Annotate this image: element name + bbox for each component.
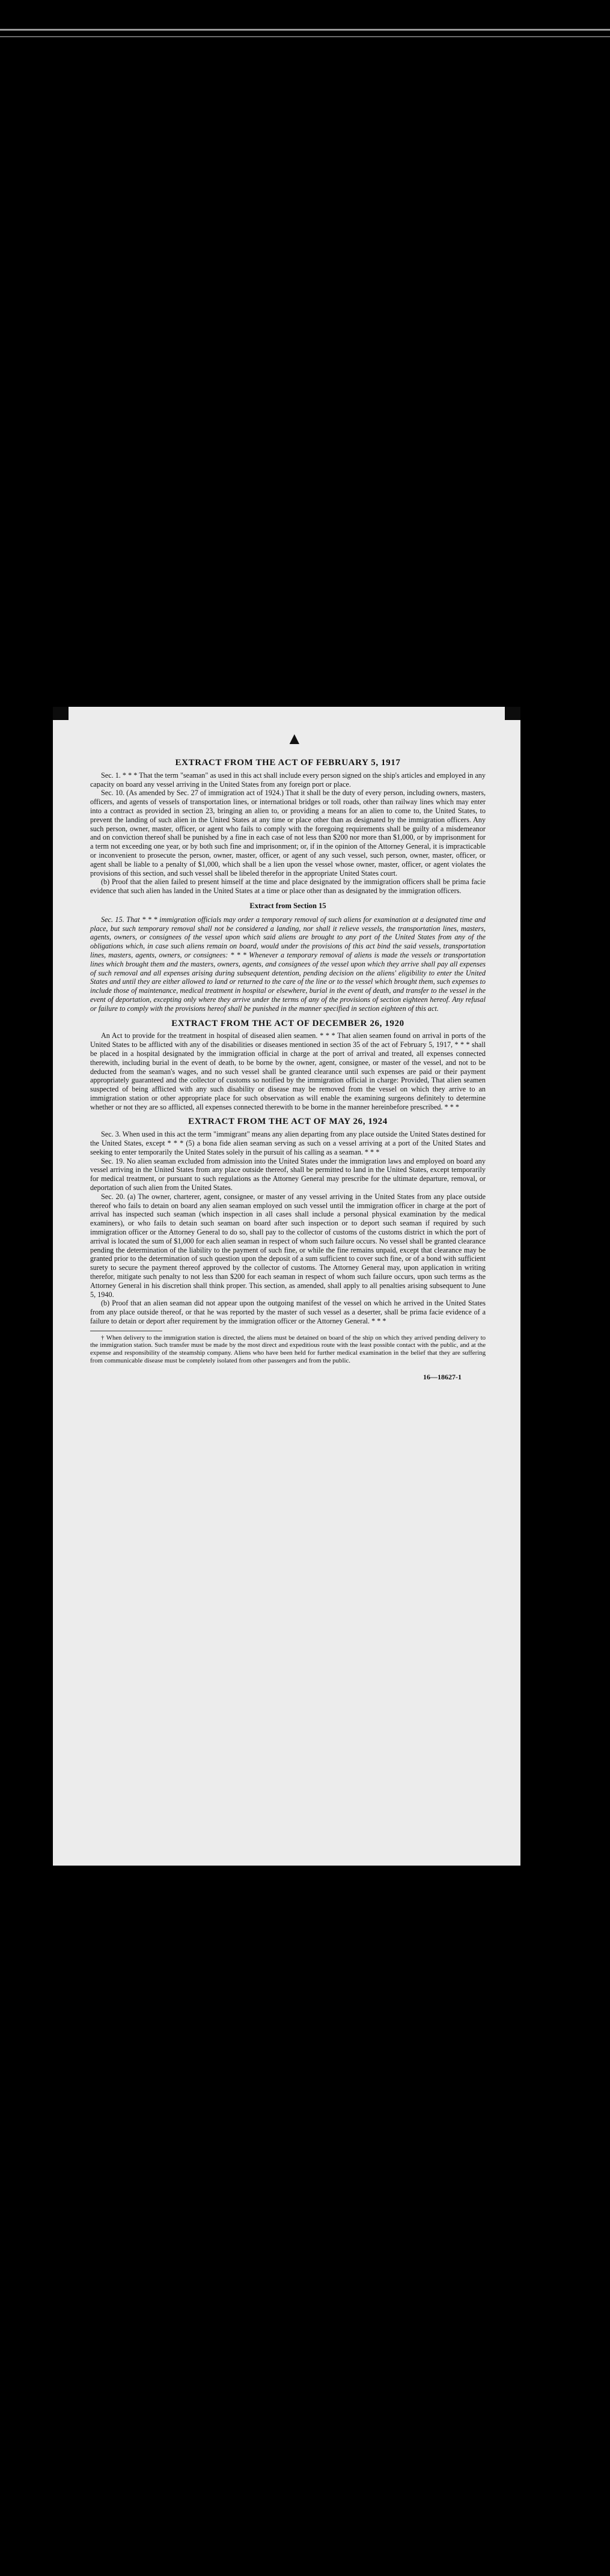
section-20-text: Sec. 20. (a) The owner, charterer, agent, consignee, or master of any vessel arriving in the United States from any place outside thereof who fails to detain on board any alien seaman employed on such vessel until the immigration officer in charge at the port of arrival has inspected such seaman (which inspection in all cases shall include a personal physical examination by the medical examiners), or who fails to detain such seaman on board after such inspection or to deport such seaman if required by such immigration officer or the Attorney General to do so, shall pay to the collector of customs of the customs district in which the port of arrival is located the sum of $1,000 for each alien seaman in respect of whom such failure occurs. No vessel shall be granted clearance pending the determination of the liability to the payment of such fine, or while the fine remains unpaid, except that clearance may be granted prior to the determination of such question upon the deposit of a sum sufficient to cover such fine, or of a bond with sufficient surety to secure the payment thereof approved by the collector of customs. The Attorney General may, upon application in writing therefor, mitigate such penalty to not less than $200 for each seaman in respect of whom such failure occurs, upon such terms as the Attorney General in his discretion shall think proper. This section, as amended, shall apply to all penalties arising subsequent to June 5, 1940. (90, 1192, 486, 1299)
subtitle-section-15: Extract from Section 15 (249, 901, 326, 910)
section-1-text: Sec. 1. * * * That the term "seaman" as used in this act shall include every person signed on the ship's articles and employed in any capacity on board any vessel arriving in the United States from any foreign port or place. (90, 771, 486, 789)
document-code: 16—18627-1 (423, 1373, 462, 1382)
title-act-1924: EXTRACT FROM THE ACT OF MAY 26, 1924 (188, 1117, 388, 1127)
film-header-line (0, 29, 610, 31)
section-3-text: Sec. 3. When used in this act the term "immigrant" means any alien departing from any place outside the United States destined for the United States, except * * * (5) a bona fide alien seaman serving as such on a vessel arriving at a port of the United States and seeking to enter temporarily the United States solely in the pursuit of his calling as a seaman. * * * (90, 1130, 486, 1156)
corner-mark-right (505, 707, 520, 720)
corner-mark-left (53, 707, 69, 720)
section-10-text: Sec. 10. (As amended by Sec. 27 of immigration act of 1924.) That it shall be the duty of every person, including owners, masters, officers, and agents of vessels of transportation lines, or international bridges or toll roads, other than railway lines which may enter into a contract as provided in section 23, bringing an alien to, or providing a means for an alien to come to, the United States, to prevent the landing of such alien in the United States at any time or place other than as designated by the immigration officers. Any such person, owner, master, officer, or agent who fails to comply with the foregoing requirements shall be guilty of a misdemeanor and on conviction thereof shall be punished by a fine in each case of not less than $200 nor more than $1,000, or by imprisonment for a term not exceeding one year, or by both such fine and imprisonment; or, if in the opinion of the Attorney General, it is impracticable or inconvenient to prosecute the person, owner, master, officer, or agent of any such vessel, such person, owner, master, officer, or agent shall be liable to a penalty of $1,000, which shall be a lien upon the vessel whose owner, master, officer, or agent violates the provisions of this section, and such vessel shall be libeled therefor in the appropriate United States court. (90, 789, 486, 877)
punch-mark-icon: ▲ (286, 730, 303, 748)
act-1920-text: An Act to provide for the treatment in hospital of diseased alien seamen. * * * That alien seamen found on arrival in ports of the United States to be afflicted with any of the disabilities or diseases mentioned in section 35 of the act of February 5, 1917, * * * shall be placed in a hospital designated by the immigration official in charge at the port of arrival and treated, all expenses connected therewith, including burial in the event of death, to be borne by the owner, agent, consignee, or master of the vessel, and not to be deducted from the seaman's wages, and no such vessel shall be granted clearance until such expenses are paid or their payment appropriately guaranteed and the collector of customs so notified by the immigration official in charge: Provided, That alien seamen suspected of being afflicted with any such disability or disease may be removed from the vessel on which they arrive to an immigration station or other appropriate place for such observation as will enable the examining surgeons definitely to determine whether or not they are so afflicted, all expenses connected therewith to be borne in the manner hereinbefore prescribed. * * * (90, 1031, 486, 1111)
section-20b-text: (b) Proof that an alien seaman did not appear upon the outgoing manifest of the vessel on which he arrived in the United States from any place outside thereof, or that he was reported by the master of such vessel as a deserter, shall be prima facie evidence of a failure to detain or deport after requirement by the immigration officer or the Attorney General. * * * (90, 1299, 486, 1326)
title-act-1920: EXTRACT FROM THE ACT OF DECEMBER 26, 1920 (171, 1018, 404, 1028)
section-15-text: Sec. 15. That * * * immigration officials may order a temporary removal of such aliens for examination at a designated time and place, but such temporary removal shall not be considered a landing, nor shall it relieve vessels, the transportation lines, masters, agents, owners, or consignees of the vessel upon which said aliens are brought to any port of the United States from any of the obligations which, in case such aliens remain on board, would under the provisions of this act bind the said vessels, transportation lines, masters, agents, owners, or consignees: * * * Whenever a temporary removal of aliens is made the vessels or transportation lines which brought them and the masters, owners, agents, and consignees of the vessel upon which they arrive shall pay all expenses of such removal and all expenses arising during subsequent detention, pending decision on the aliens' eligibility to enter the United States and until they are either allowed to land or returned to the care of the line or to the vessel which brought them, such expenses to include those of maintenance, medical treatment in hospital or elsewhere, burial in the event of death, and transfer to the vessel in the event of deportation, excepting only where they arrive under the terms of any of the provisions of section eighteen hereof. Any refusal or failure to comply with the provisions hereof shall be punished in the manner specified in section eighteen of this act. (90, 915, 486, 1013)
document-page (53, 707, 520, 1866)
film-header-line-secondary (0, 36, 610, 37)
section-19-text: Sec. 19. No alien seaman excluded from admission into the United States under the immigration laws and employed on board any vessel arriving in the United States from any place outside thereof, shall be permitted to land in the United States, except temporarily for medical treatment, or pursuant to such regulations as the Attorney General may prescribe for the ultimate departure, removal, or deportation of such alien from the United States. (90, 1156, 486, 1192)
title-act-1917: EXTRACT FROM THE ACT OF FEBRUARY 5, 1917 (175, 758, 401, 768)
footnote-text: † When delivery to the immigration station is directed, the aliens must be detained on board of the ship on which they arrived pending delivery to the immigration station. Such transfer must be made by the most direct and expeditious route with the least possible contact with the public, and at the expense and responsibility of the steamship company. Aliens who have been held for further medical examination in the belief that they are suffering from communicable disease must be completely isolated from other passengers and from the public. (90, 1334, 486, 1364)
section-10b-text: (b) Proof that the alien failed to present himself at the time and place designated by the immigration officers shall be prima facie evidence that such alien has landed in the United States at a time or place other than as designated by the immigration officers. (90, 877, 486, 896)
